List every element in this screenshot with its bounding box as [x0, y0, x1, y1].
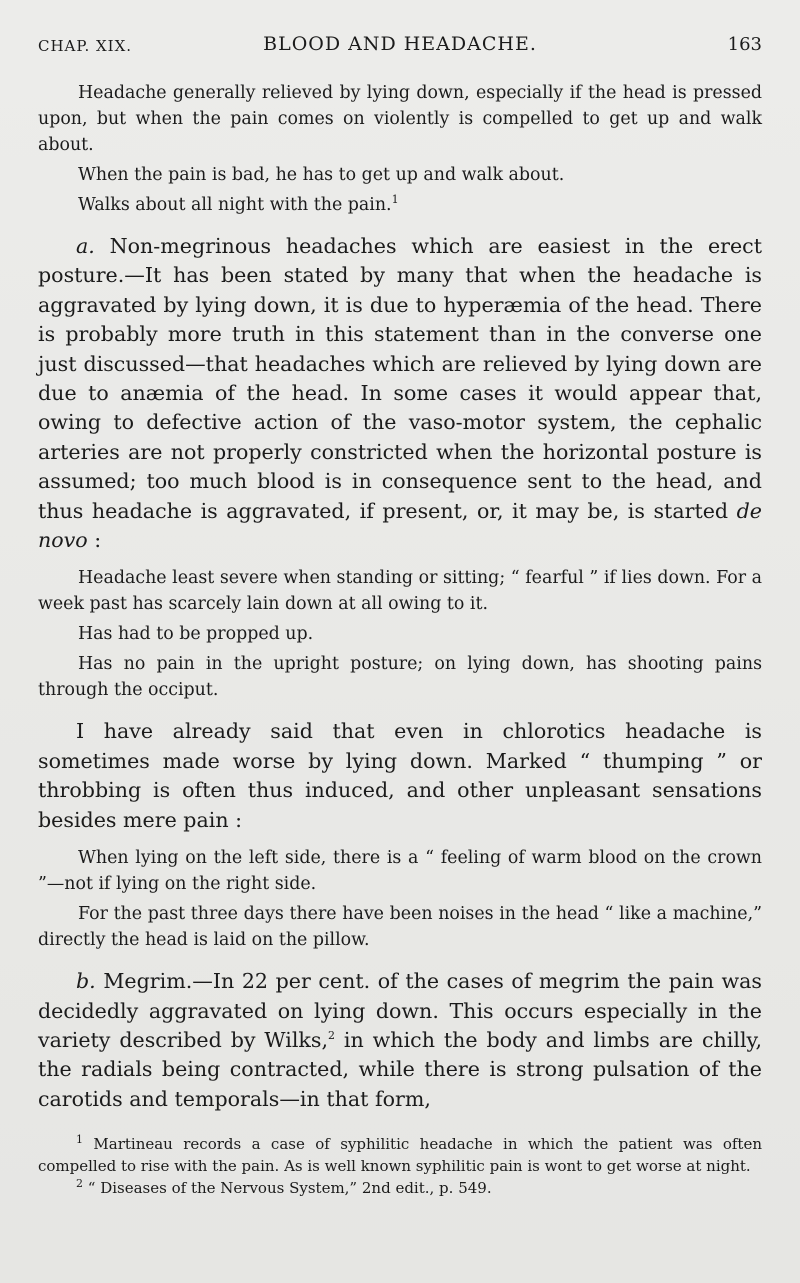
example-quote: Has no pain in the upright posture; on lying down, has shooting pains through the occiput.: [38, 654, 762, 701]
footnote: $^2$ “ Diseases of the Nervous System,” 2nd edit., p. 549.: [76, 1177, 492, 1197]
footnote-ref: 1: [391, 193, 399, 207]
example-quote: Has had to be propped up.: [78, 624, 314, 645]
example-quote: For the past three days there have been noises in the head “ like a machine,” directly the head is laid on the pillow.: [38, 904, 762, 951]
example-quote: When lying on the left side, there is a “ feeling of warm blood on the crown ”—not if lying on the right side.: [38, 848, 762, 895]
page-body: [38, 80, 762, 1114]
section-label: a.: [76, 234, 95, 258]
chapter-label: CHAP. XIX.: [38, 37, 133, 55]
body-paragraph: I have already said that even in chlorotics headache is sometimes made worse by lying down. Marked “ thumping ” or throbbing is often thus induced, and other unpleasant sensations besides mere pain :: [38, 719, 762, 832]
running-title: BLOOD AND HEADACHE.: [263, 33, 537, 55]
example-quote: Headache least severe when standing or sitting; “ fearful ” if lies down. For a week past has scarcely lain down at all owing to it.: [38, 568, 762, 615]
example-quote: When the pain is bad, he has to get up and walk about.: [78, 165, 565, 185]
section-label: b.: [76, 969, 96, 994]
footnotes: [38, 1133, 762, 1199]
footnote-ref: 2: [328, 1029, 336, 1043]
example-quote: Headache generally relieved by lying down, especially if the head is pressed upon, but when the pain comes on violently is compelled to get up and walk about.: [38, 83, 762, 155]
section-paragraph-a: a. Non-megrinous headaches which are easiest in the erect posture.—It has been stated by many that when the headache is aggravated by lying down, it is due to hyperæmia of the head. There is probably more truth in this statement than in the converse one just discussed—that headaches which are relieved by lying down are due to anæmia of the head. In some cases it would appear that, owing to defective action of the vaso-motor system, the cephalic arteries are not properly constricted when the horizontal posture is assumed; too much blood is in consequence sent to the head, and thus headache is aggravated, if present, or, it may be, is started de novo :: [38, 234, 762, 553]
footnote: $^1$ Martineau records a case of syphilitic headache in which the patient was often compelled to rise with the pain. As is well known syphilitic pain is wont to get worse at night.: [38, 1133, 762, 1175]
page-number: 163: [727, 34, 762, 55]
running-head: [38, 33, 762, 57]
example-quote: Walks about all night with the pain.$^1$: [78, 193, 399, 215]
section-paragraph-b: b. Megrim.—In 22 per cent. of the cases of megrim the pain was decidedly aggravated on lying down. This occurs especially in the variety described by Wilks,$^2$ in which the body and limbs are chilly, the radials being contracted, while there is strong pulsation of the carotids and temporals—in that form,: [38, 969, 762, 1111]
